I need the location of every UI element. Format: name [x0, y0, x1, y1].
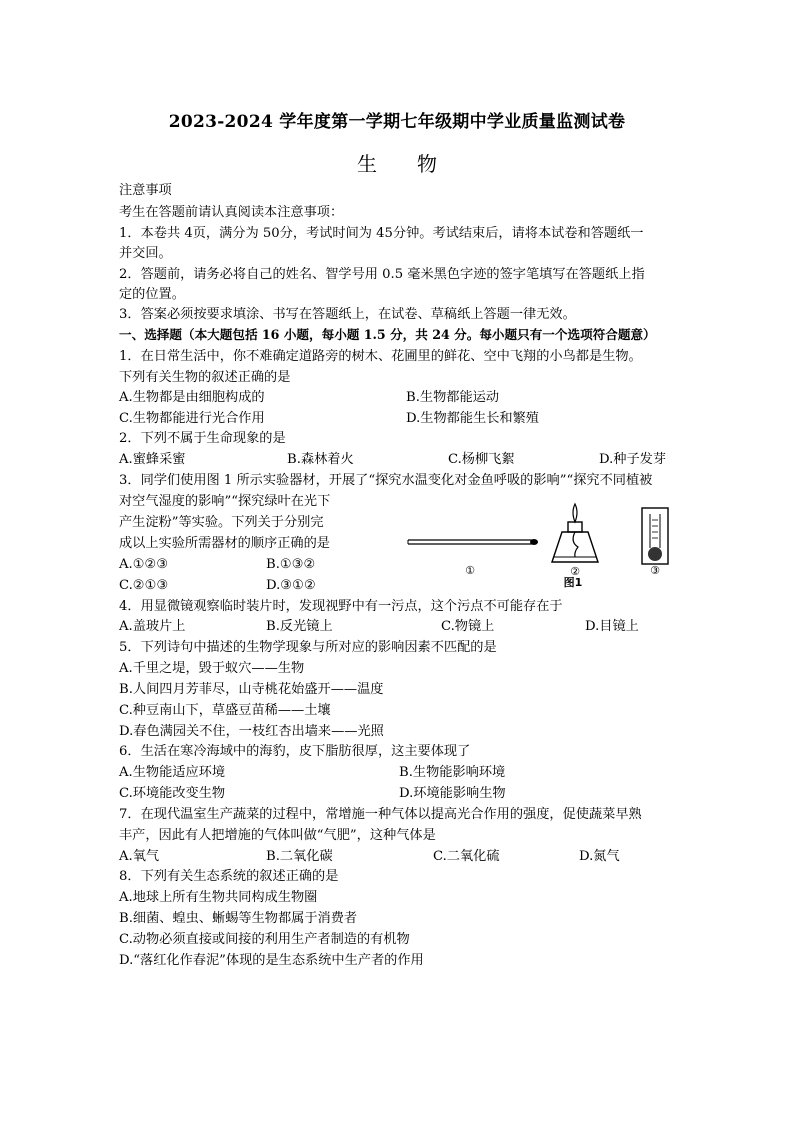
notice-heading: 注意事项 [119, 183, 172, 198]
q7-option-b: B.二氧化碳 [266, 849, 333, 864]
section-heading: 一、选择题（本大题包括 16 小题，每小题 1.5 分，共 24 分。每小题只有一个选项符合题意） [119, 327, 656, 342]
question-5-stem: 5．下列诗句中描述的生物学现象与所对应的影响因素不匹配的是 [119, 640, 497, 655]
q6-option-a: A.生物能适应环境 [119, 765, 226, 780]
question-8-stem: 8．下列有关生态系统的叙述正确的是 [119, 869, 339, 884]
question-4-stem: 4．用显微镜观察临时装片时，发现视野中有一污点，这个污点不可能存在于 [119, 599, 563, 614]
question-7-stem: 7．在现代温室生产蔬菜的过程中，常增施一种气体以提高光合作用的强度，促使蔬菜早熟 [119, 807, 642, 822]
question-1-stem: 1．在日常生活中，你不难确定道路旁的树木、花圃里的鲜花、空中飞翔的小鸟都是生物。 [119, 349, 642, 364]
figure-label-1: ① [465, 564, 475, 577]
figure-label-2: ② [570, 565, 580, 578]
q2-option-b: B.森林着火 [287, 452, 354, 467]
q5-option-c: C.种豆南山下，草盛豆苗稀——土壤 [119, 703, 331, 718]
notice-item-1: 1．本卷共 4页，满分为 50分，考试时间为 45分钟。考试结束后，请将本试卷和答题纸一 [119, 226, 644, 241]
exam-title: 2023-2024 学年度第一学期七年级期中学业质量监测试卷 [168, 112, 626, 132]
question-1-stem-cont: 下列有关生物的叙述正确的是 [119, 370, 291, 385]
q2-option-c: C.杨柳飞絮 [448, 452, 515, 467]
q4-option-c: C.物镜上 [441, 619, 495, 634]
notice-intro: 考生在答题前请认真阅读本注意事项： [119, 205, 344, 220]
alcohol-lamp-icon [552, 504, 598, 562]
q6-option-b: B.生物能影响环境 [399, 765, 506, 780]
q8-option-c: C.动物必须直接或间接的利用生产者制造的有机物 [119, 932, 410, 947]
q3-option-c: C.②①③ [119, 578, 169, 593]
q5-option-b: B.人间四月芳菲尽，山寺桃花始盛开——温度 [119, 682, 384, 697]
q3-option-a: A.①②③ [119, 557, 169, 572]
q8-option-b: B.细菌、蝗虫、蜥蜴等生物都属于消费者 [119, 911, 358, 926]
figure-label-3: ③ [650, 564, 660, 577]
q6-option-c: C.环境能改变生物 [119, 786, 226, 801]
question-3-stem-cont-3: 成以上实验所需器材的顺序正确的是 [119, 536, 330, 551]
notice-item-1-cont: 并交回。 [119, 246, 172, 261]
q5-option-a: A.千里之堤，毁于蚁穴——生物 [119, 661, 305, 676]
q7-option-c: C.二氧化硫 [433, 849, 500, 864]
notice-item-2: 2．答题前，请务必将自己的姓名、智学号用 0.5 毫米黑色字迹的签字笔填写在答题纸上指 [119, 267, 645, 282]
q2-option-a: A.蜜蜂采蜜 [119, 452, 186, 467]
q3-option-d: D.③①② [266, 578, 316, 593]
q1-option-c: C.生物都能进行光合作用 [119, 411, 265, 426]
q5-option-d: D.春色满园关不住，一枝红杏出墙来——光照 [119, 724, 384, 739]
q1-option-a: A.生物都是由细胞构成的 [119, 390, 265, 405]
q3-option-b: B.①③② [266, 557, 316, 572]
thermometer-icon [408, 539, 538, 545]
hygrometer-icon [642, 508, 668, 564]
question-7-stem-cont: 丰产，因此有人把增施的气体叫做“气肥”，这种气体是 [119, 828, 436, 843]
q8-option-a: A.地球上所有生物共同构成生物圈 [119, 890, 318, 905]
q2-option-d: D.种子发芽 [599, 452, 667, 467]
figure-1-lab-equipment [402, 502, 680, 588]
notice-item-2-cont: 定的位置。 [119, 287, 185, 302]
q4-option-a: A.盖玻片上 [119, 619, 186, 634]
q6-option-d: D.环境能影响生物 [399, 786, 506, 801]
question-3-stem-cont-2: 产生淀粉”等实验。下列关于分别完 [119, 515, 324, 530]
q1-option-d: D.生物都能生长和繁殖 [406, 411, 539, 426]
subject-title: 生物 [357, 152, 477, 176]
q1-option-b: B.生物都能运动 [406, 390, 500, 405]
question-6-stem: 6．生活在寒冷海域中的海豹，皮下脂肪很厚，这主要体现了 [119, 744, 471, 759]
figure-caption: 图1 [563, 576, 583, 588]
q4-option-b: B.反光镜上 [266, 619, 333, 634]
q4-option-d: D.目镜上 [585, 619, 639, 634]
question-3-stem: 3．同学们使用图 1 所示实验器材，开展了“探究水温变化对金鱼呼吸的影响”“探究不同植被 [119, 473, 653, 488]
question-3-stem-cont-1: 对空气湿度的影响”“探究绿叶在光下 [119, 494, 331, 509]
q8-option-d: D.“落红化作春泥”体现的是生态系统中生产者的作用 [119, 953, 424, 968]
q7-option-a: A.氧气 [119, 849, 160, 864]
notice-item-3: 3．答案必须按要求填涂、书写在答题纸上，在试卷、草稿纸上答题一律无效。 [119, 307, 576, 322]
q7-option-d: D.氮气 [579, 849, 620, 864]
question-2-stem: 2．下列不属于生命现象的是 [119, 431, 286, 446]
